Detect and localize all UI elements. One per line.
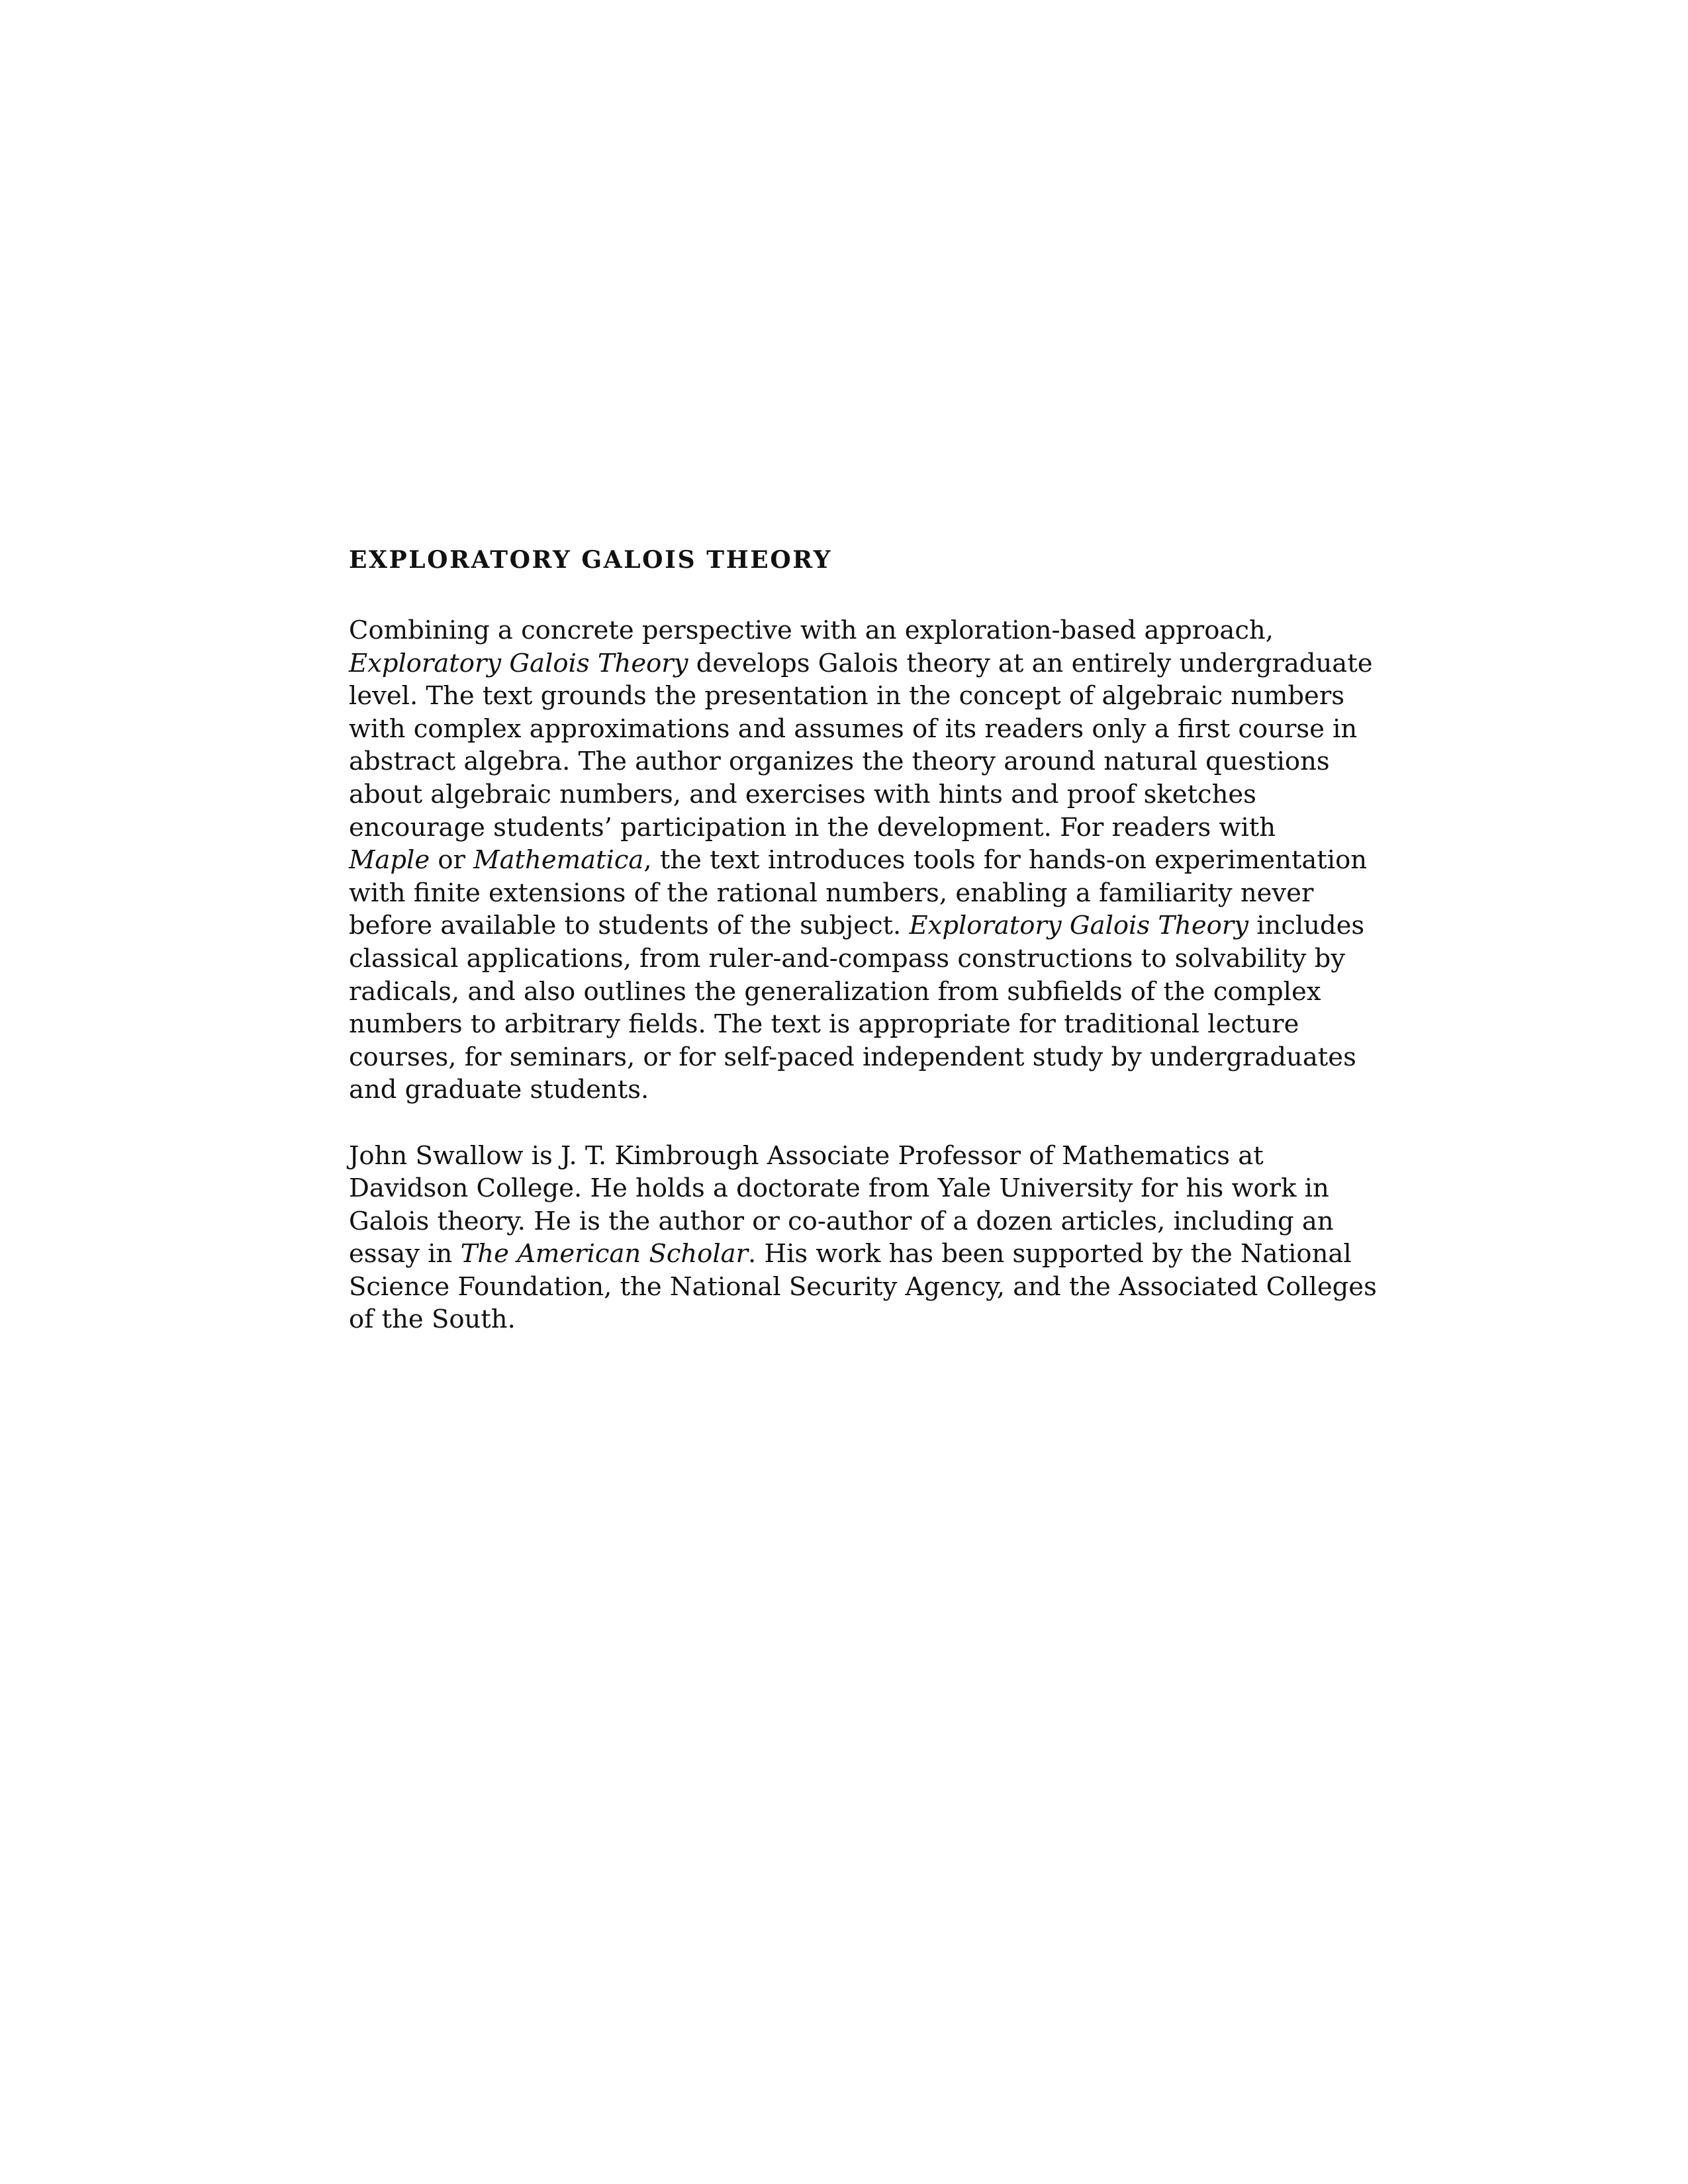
text-run: abstract algebra. The author organizes the theory around natural questions bbox=[349, 747, 1330, 777]
text-line bbox=[349, 976, 1321, 1009]
text-run: develops Galois theory at an entirely undergraduate bbox=[688, 648, 1373, 678]
text-line bbox=[349, 909, 1365, 942]
text-run: about algebraic numbers, and exercises with hints and proof sketches bbox=[349, 779, 1256, 809]
text-run: level. The text grounds the presentation in the concept of algebraic numbers bbox=[349, 681, 1344, 711]
text-line bbox=[349, 877, 1314, 910]
text-line bbox=[349, 811, 1276, 844]
italic-title-text: The American Scholar bbox=[460, 1239, 749, 1269]
text-line bbox=[349, 1303, 1229, 1336]
text-run: with complex approximations and assumes of its readers only a first course in bbox=[349, 713, 1358, 744]
text-line bbox=[349, 1205, 1334, 1238]
text-line bbox=[349, 745, 1330, 778]
text-run: with finite extensions of the rational numbers, enabling a familiarity never bbox=[349, 878, 1314, 908]
italic-title-text: Exploratory Galois Theory bbox=[909, 911, 1248, 941]
text-run: classical applications, from ruler-and-compass constructions to solvability by bbox=[349, 943, 1345, 974]
text-line bbox=[349, 844, 1368, 877]
text-line bbox=[349, 942, 1345, 976]
text-run: and graduate students. bbox=[349, 1075, 649, 1105]
text-run: essay in bbox=[349, 1239, 461, 1269]
italic-title-text: Mathematica bbox=[473, 845, 644, 876]
text-line bbox=[349, 680, 1344, 713]
text-run: John Swallow is J. T. Kimbrough Associate Professor of Mathematics at bbox=[349, 1140, 1264, 1171]
text-run: radicals, and also outlines the generalization from subfields of the complex bbox=[349, 976, 1321, 1007]
text-run: of the South. bbox=[349, 1304, 516, 1335]
book-title: EXPLORATORY GALOIS THEORY bbox=[349, 546, 833, 574]
book-description-block bbox=[349, 545, 1377, 1336]
text-line bbox=[349, 1238, 1352, 1271]
text-run: numbers to arbitrary fields. The text is appropriate for traditional lecture bbox=[349, 1009, 1299, 1040]
text-run: Davidson College. He holds a doctorate from Yale University for his work in bbox=[349, 1173, 1329, 1204]
book-description-paragraph bbox=[349, 614, 1373, 1107]
text-line bbox=[349, 1140, 1264, 1173]
italic-title-text: Exploratory Galois Theory bbox=[349, 648, 688, 678]
text-run: , the text introduces tools for hands-on experimentation bbox=[643, 845, 1368, 876]
text-run: . His work has been supported by the National bbox=[748, 1239, 1352, 1269]
text-line bbox=[349, 778, 1256, 811]
text-run: includes bbox=[1248, 911, 1365, 941]
text-run: before available to students of the subject. bbox=[349, 911, 910, 941]
italic-title-text: Maple bbox=[349, 845, 430, 876]
author-bio-paragraph bbox=[349, 1140, 1377, 1337]
text-line bbox=[349, 713, 1358, 746]
text-run: encourage students’ participation in the development. For readers with bbox=[349, 812, 1276, 842]
text-run: Science Foundation, the National Security Agency, and the Associated Colleges bbox=[349, 1271, 1377, 1302]
text-run: courses, for seminars, or for self-paced independent study by undergraduates bbox=[349, 1042, 1356, 1072]
text-line bbox=[349, 1271, 1377, 1304]
text-run: Combining a concrete perspective with an exploration-based approach, bbox=[349, 615, 1274, 645]
text-line bbox=[349, 1172, 1329, 1205]
text-line bbox=[349, 647, 1373, 680]
text-line bbox=[349, 1041, 1356, 1074]
text-run: or bbox=[430, 845, 474, 876]
text-line bbox=[349, 614, 1274, 647]
text-run: Galois theory. He is the author or co-author of a dozen articles, including an bbox=[349, 1206, 1334, 1236]
text-line bbox=[349, 1008, 1299, 1041]
text-line bbox=[349, 1073, 1229, 1107]
